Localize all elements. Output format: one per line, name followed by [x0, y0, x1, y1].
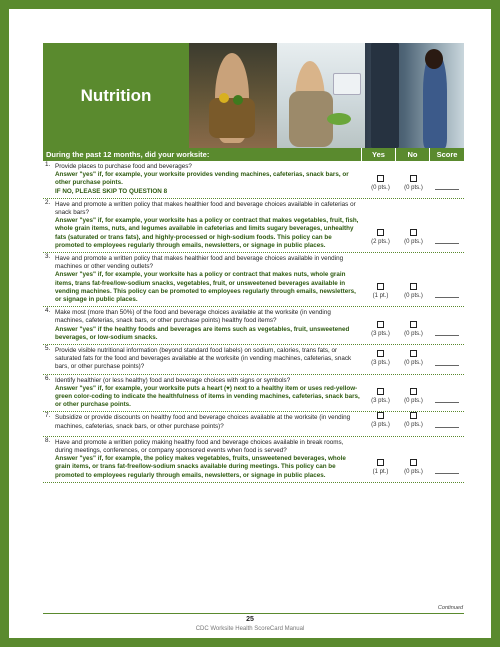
footer-divider [43, 613, 464, 614]
question-text: Have and promote a written policy that makes healthier food and beverage choices available in cafeterias or snack bars? [55, 200, 356, 217]
question-number: 8. [45, 436, 51, 444]
question-text: Make most (more than 50%) of the food and beverage choices available at the worksite (in vending machines, cafeterias, snack bars, or other purchase points) healthy food items? [55, 309, 331, 325]
question-text: Subsidize or provide discounts on healthy food and beverage choices available at the worksite (in vending machines, cafeterias, snack bars, or other purchase points)? [55, 414, 351, 430]
no-checkbox[interactable] [410, 388, 417, 395]
no-checkbox[interactable] [410, 459, 417, 466]
question-list [43, 161, 464, 483]
no-points: (0 pts.) [404, 330, 423, 337]
question-text: Identify healthier (or less healthy) food and beverage choices with signs or symbols? [55, 376, 291, 384]
yes-checkbox[interactable] [377, 350, 384, 357]
no-points: (0 pts.) [404, 422, 423, 429]
no-checkbox[interactable] [410, 175, 417, 182]
header-yes: Yes [361, 148, 395, 161]
question-row [43, 253, 464, 307]
no-checkbox[interactable] [410, 229, 417, 236]
yes-checkbox[interactable] [377, 229, 384, 236]
header-question: During the past 12 months, did your worksite: [46, 150, 210, 159]
question-text: Provide visible nutritional information (beyond standard food labels) on sodium, calories, trans fats, or saturated fats for the food and beverages available at the worksite (in vending machines, cafeterias, snack bars, or other purchase points)? [55, 347, 352, 371]
no-points: (0 pts.) [404, 293, 423, 300]
question-number: 1. [45, 161, 51, 168]
question-row [43, 375, 464, 413]
no-checkbox[interactable] [410, 350, 417, 357]
yes-points: (3 pts.) [371, 398, 390, 405]
yes-points: (3 pts.) [371, 360, 390, 367]
question-number: 7. [45, 412, 51, 420]
header-no: No [395, 148, 429, 161]
yes-points: (1 pt.) [372, 468, 389, 475]
question-row [43, 345, 464, 375]
header-score: Score [429, 148, 464, 161]
banner [43, 43, 464, 148]
score-field[interactable] [435, 402, 459, 403]
question-number: 3. [45, 253, 51, 261]
yes-points: (2 pts.) [371, 238, 390, 245]
yes-checkbox[interactable] [377, 459, 384, 466]
question-number: 4. [45, 307, 51, 315]
question-text: Have and promote a written policy that makes healthier food and beverage choices available in vending machines or other vending outlets? [55, 255, 344, 271]
question-row [43, 412, 464, 436]
question-number: 5. [45, 345, 51, 353]
yes-checkbox[interactable] [377, 283, 384, 290]
section-title: Nutrition [43, 43, 189, 148]
question-text: Provide places to purchase food and beverages? [55, 163, 192, 170]
answer-guidance: Answer "yes" if, for example, the policy makes vegetables, fruits, unsweetened beverages, whole grain items, or trans fat-free/low-sodium snacks available during meetings. This policy can be promoted to employees regularly through emails, newsletters, or signage in public places. [55, 455, 346, 479]
no-points: (0 pts.) [404, 398, 423, 405]
yes-checkbox[interactable] [377, 388, 384, 395]
manual-title: CDC Worksite Health ScoreCard Manual [195, 626, 305, 632]
photo-woman-vending [365, 43, 464, 148]
no-points: (0 pts.) [404, 468, 423, 475]
yes-points: (0 pts.) [371, 184, 390, 191]
score-field[interactable] [435, 189, 459, 190]
question-number: 2. [45, 198, 51, 206]
answer-guidance: Answer "yes" if, for example, your worksite has a policy or contract that makes nuts, whole grain items, trans fat-free/low-sodium snacks, vegetables, fruit, or unsweetened beverages available in vending machines. This policy can be promoted to employees regularly through emails, newsletters, or signage in public places. [55, 271, 356, 304]
question-number: 6. [45, 374, 51, 382]
question-row [43, 161, 464, 199]
yes-points: (3 pts.) [371, 330, 390, 337]
no-checkbox[interactable] [410, 321, 417, 328]
no-checkbox[interactable] [410, 283, 417, 290]
table-header [43, 148, 464, 161]
answer-guidance: Answer "yes" if, for example, your worksite puts a heart (♥) next to a healthy item or uses red-yellow-green color-coding to indicate the healthfulness of items in vending machines, cafeterias, snack bars, or other purchase points. [55, 384, 360, 409]
yes-checkbox[interactable] [377, 175, 384, 182]
score-field[interactable] [435, 427, 459, 428]
score-field[interactable] [435, 473, 459, 474]
question-row [43, 437, 464, 483]
yes-points: (3 pts.) [371, 422, 390, 429]
answer-guidance: Answer "yes" if the healthy foods and beverages are items such as vegetables, fruit, unsweetened beverages, or low-sodium snacks. [55, 325, 350, 341]
score-field[interactable] [435, 365, 459, 366]
page-number: 25 [246, 616, 254, 623]
question-text: Have and promote a written policy making healthy food and beverage choices available in break rooms, during meetings, conferences, or company sponsored events when food is served? [55, 438, 344, 454]
answer-guidance: Answer "yes" if, for example, your worksite has a policy or contract that makes vegetables, fruit, fish, whole grain items, nuts, and legumes available in cafeterias and limits sugary beverages, unhealthy fats (saturated or trans fats), and highly-processed or high-sodium foods. This policy can be promoted to employees regularly through emails, newsletters, or signage in public places. [55, 217, 359, 249]
no-points: (0 pts.) [404, 238, 423, 245]
no-checkbox[interactable] [410, 412, 417, 419]
page [9, 9, 491, 638]
continued-label: Continued [437, 605, 463, 611]
photo-woman-salad [277, 43, 365, 148]
question-row [43, 199, 464, 253]
photo-woman-groceries [189, 43, 277, 148]
no-points: (0 pts.) [404, 360, 423, 367]
no-points: (0 pts.) [404, 184, 423, 191]
answer-guidance: Answer "yes" if, for example, your worksite provides vending machines, cafeterias, snack bars, or other purchase points. [55, 171, 349, 187]
yes-points: (1 pt.) [372, 293, 389, 300]
question-row [43, 307, 464, 345]
skip-instruction: IF NO, PLEASE SKIP TO QUESTION 8 [55, 187, 168, 195]
yes-checkbox[interactable] [377, 321, 384, 328]
score-field[interactable] [435, 297, 459, 298]
score-field[interactable] [435, 243, 459, 244]
score-field[interactable] [435, 335, 459, 336]
yes-checkbox[interactable] [377, 412, 384, 419]
